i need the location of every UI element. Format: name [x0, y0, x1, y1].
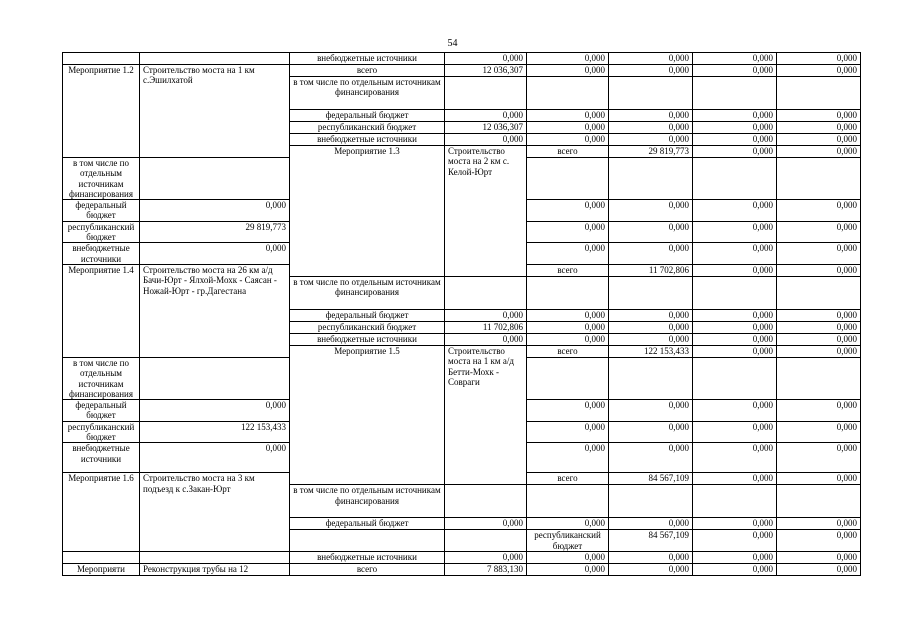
- value-cell: 0,000: [777, 563, 861, 575]
- source-cell: федеральный бюджет: [290, 309, 445, 321]
- source-cell: республиканский бюджет: [63, 221, 140, 243]
- value-cell: 0,000: [445, 309, 527, 321]
- value-cell: 0,000: [527, 443, 609, 473]
- value-cell: 0,000: [693, 563, 777, 575]
- value-cell: [445, 485, 527, 518]
- event-cell: Мероприятие 1.6: [63, 473, 140, 552]
- value-cell: 0,000: [609, 309, 693, 321]
- source-cell: внебюджетные источники: [63, 243, 140, 265]
- value-cell: 0,000: [777, 65, 861, 77]
- value-cell: 0,000: [693, 243, 777, 265]
- value-cell: 0,000: [609, 421, 693, 443]
- event-cell: [63, 53, 140, 65]
- value-cell: 0,000: [693, 473, 777, 485]
- value-cell: 0,000: [777, 333, 861, 345]
- value-cell: 0,000: [445, 134, 527, 146]
- value-cell: 0,000: [777, 473, 861, 485]
- value-cell: 0,000: [527, 53, 609, 65]
- source-cell: федеральный бюджет: [290, 110, 445, 122]
- value-cell: 0,000: [609, 443, 693, 473]
- source-cell: всего: [290, 65, 445, 77]
- value-cell: [527, 158, 609, 200]
- value-cell: [609, 357, 693, 399]
- value-cell: 0,000: [777, 345, 861, 357]
- value-cell: [445, 276, 527, 309]
- value-cell: [693, 485, 777, 518]
- value-cell: 0,000: [445, 333, 527, 345]
- value-cell: [140, 158, 290, 200]
- page-number: 54: [447, 38, 458, 49]
- source-cell: федеральный бюджет: [63, 200, 140, 222]
- value-cell: 0,000: [777, 551, 861, 563]
- value-cell: [527, 77, 609, 110]
- value-cell: 0,000: [527, 518, 609, 530]
- event-cell: Мероприятие 1.5: [290, 345, 445, 484]
- value-cell: 0,000: [777, 110, 861, 122]
- source-cell: в том числе по отдельным источникам финансирования: [290, 485, 445, 518]
- value-cell: 0,000: [693, 345, 777, 357]
- value-cell: 0,000: [777, 122, 861, 134]
- value-cell: 0,000: [693, 200, 777, 222]
- value-cell: [693, 357, 777, 399]
- event-cell: Мероприяти: [63, 563, 140, 575]
- value-cell: [527, 357, 609, 399]
- value-cell: [140, 357, 290, 399]
- value-cell: 0,000: [777, 221, 861, 243]
- event-cell: Мероприятие 1.3: [290, 146, 445, 277]
- description-cell: Строительство моста на 3 км подъезд к с.Закан-Юрт: [140, 473, 290, 552]
- source-cell: всего: [527, 146, 609, 158]
- value-cell: 0,000: [693, 309, 777, 321]
- value-cell: 0,000: [527, 221, 609, 243]
- value-cell: [777, 485, 861, 518]
- source-cell: республиканский бюджет: [290, 122, 445, 134]
- value-cell: [693, 77, 777, 110]
- value-cell: 11 702,806: [609, 264, 693, 276]
- value-cell: 0,000: [777, 200, 861, 222]
- value-cell: 0,000: [777, 309, 861, 321]
- table-row: [63, 563, 861, 575]
- value-cell: 0,000: [777, 134, 861, 146]
- table-row: [63, 53, 861, 65]
- value-cell: 0,000: [693, 400, 777, 422]
- source-cell: федеральный бюджет: [290, 518, 445, 530]
- value-cell: [777, 276, 861, 309]
- value-cell: 0,000: [527, 110, 609, 122]
- value-cell: 0,000: [527, 200, 609, 222]
- source-cell: всего: [290, 563, 445, 575]
- value-cell: 0,000: [777, 530, 861, 552]
- value-cell: [609, 276, 693, 309]
- value-cell: 0,000: [777, 443, 861, 473]
- description-cell: Строительство моста на 1 км с.Эшилхатой: [140, 65, 290, 158]
- value-cell: 29 819,773: [609, 146, 693, 158]
- value-cell: 0,000: [777, 400, 861, 422]
- value-cell: 0,000: [693, 518, 777, 530]
- value-cell: 0,000: [777, 264, 861, 276]
- value-cell: 0,000: [693, 53, 777, 65]
- value-cell: 0,000: [693, 551, 777, 563]
- value-cell: 0,000: [527, 134, 609, 146]
- value-cell: 0,000: [527, 551, 609, 563]
- value-cell: 0,000: [693, 65, 777, 77]
- value-cell: 0,000: [777, 321, 861, 333]
- value-cell: 0,000: [693, 333, 777, 345]
- description-cell: Строительство моста на 1 км а/д Бетти-Мохк - Совраги: [445, 345, 527, 484]
- value-cell: [609, 485, 693, 518]
- value-cell: 0,000: [609, 221, 693, 243]
- value-cell: 0,000: [445, 53, 527, 65]
- value-cell: 0,000: [140, 243, 290, 265]
- source-cell: внебюджетные источники: [290, 53, 445, 65]
- value-cell: 0,000: [693, 110, 777, 122]
- value-cell: 0,000: [609, 110, 693, 122]
- value-cell: [777, 357, 861, 399]
- description-cell: [140, 53, 290, 65]
- description-cell: Строительство моста на 26 км а/д Бачи-Юрт - Ялхой-Мохк - Саясан - Ножай-Юрт - гр.Дагестана: [140, 264, 290, 357]
- value-cell: 0,000: [609, 321, 693, 333]
- value-cell: 0,000: [609, 551, 693, 563]
- value-cell: [445, 77, 527, 110]
- table-row: [63, 65, 861, 77]
- source-cell: в том числе по отдельным источникам финансирования: [63, 158, 140, 200]
- value-cell: 0,000: [527, 309, 609, 321]
- value-cell: 0,000: [527, 421, 609, 443]
- value-cell: 122 153,433: [609, 345, 693, 357]
- description-cell: [445, 530, 527, 552]
- description-cell: Строительство моста на 2 км с. Келой-Юрт: [445, 146, 527, 277]
- value-cell: 0,000: [527, 563, 609, 575]
- value-cell: 0,000: [777, 421, 861, 443]
- source-cell: республиканский бюджет: [63, 421, 140, 443]
- value-cell: 0,000: [609, 400, 693, 422]
- value-cell: 0,000: [527, 321, 609, 333]
- value-cell: [777, 77, 861, 110]
- source-cell: всего: [527, 473, 609, 485]
- source-cell: республиканский бюджет: [527, 530, 609, 552]
- value-cell: [527, 276, 609, 309]
- value-cell: 12 036,307: [445, 65, 527, 77]
- table-row: [63, 551, 861, 563]
- value-cell: 29 819,773: [140, 221, 290, 243]
- value-cell: 0,000: [140, 443, 290, 473]
- value-cell: 0,000: [693, 122, 777, 134]
- source-cell: в том числе по отдельным источникам финансирования: [63, 357, 140, 399]
- value-cell: 0,000: [527, 243, 609, 265]
- value-cell: 0,000: [693, 146, 777, 158]
- value-cell: 12 036,307: [445, 122, 527, 134]
- event-cell: [63, 551, 140, 563]
- value-cell: 0,000: [777, 146, 861, 158]
- value-cell: [609, 158, 693, 200]
- value-cell: 0,000: [693, 221, 777, 243]
- value-cell: 0,000: [445, 110, 527, 122]
- value-cell: 0,000: [693, 321, 777, 333]
- source-cell: всего: [527, 345, 609, 357]
- value-cell: 0,000: [777, 53, 861, 65]
- description-cell: Реконструкция трубы на 12: [140, 563, 290, 575]
- value-cell: 0,000: [609, 122, 693, 134]
- source-cell: внебюджетные источники: [290, 134, 445, 146]
- value-cell: [693, 276, 777, 309]
- value-cell: 0,000: [609, 134, 693, 146]
- value-cell: 0,000: [527, 65, 609, 77]
- value-cell: 0,000: [609, 518, 693, 530]
- source-cell: республиканский бюджет: [290, 321, 445, 333]
- value-cell: [693, 158, 777, 200]
- financing-table-body: [63, 53, 861, 576]
- value-cell: 0,000: [140, 400, 290, 422]
- value-cell: 122 153,433: [140, 421, 290, 443]
- value-cell: 84 567,109: [609, 473, 693, 485]
- value-cell: 0,000: [609, 333, 693, 345]
- source-cell: в том числе по отдельным источникам финансирования: [290, 77, 445, 110]
- event-cell: Мероприятие 1.2: [63, 65, 140, 158]
- source-cell: в том числе по отдельным источникам финансирования: [290, 276, 445, 309]
- value-cell: 0,000: [609, 53, 693, 65]
- value-cell: 0,000: [777, 518, 861, 530]
- value-cell: 0,000: [693, 421, 777, 443]
- value-cell: 84 567,109: [609, 530, 693, 552]
- value-cell: [527, 485, 609, 518]
- value-cell: 0,000: [609, 65, 693, 77]
- source-cell: внебюджетные источники: [290, 333, 445, 345]
- value-cell: 0,000: [527, 333, 609, 345]
- value-cell: [609, 77, 693, 110]
- source-cell: всего: [527, 264, 609, 276]
- event-cell: [290, 530, 445, 552]
- source-cell: федеральный бюджет: [63, 400, 140, 422]
- value-cell: 0,000: [693, 443, 777, 473]
- value-cell: 11 702,806: [445, 321, 527, 333]
- financing-table: [62, 52, 861, 576]
- value-cell: 0,000: [693, 134, 777, 146]
- value-cell: 0,000: [140, 200, 290, 222]
- value-cell: 0,000: [609, 200, 693, 222]
- value-cell: 0,000: [609, 243, 693, 265]
- value-cell: 0,000: [445, 518, 527, 530]
- value-cell: 0,000: [445, 551, 527, 563]
- value-cell: 0,000: [693, 530, 777, 552]
- value-cell: 0,000: [609, 563, 693, 575]
- value-cell: 0,000: [693, 264, 777, 276]
- source-cell: внебюджетные источники: [63, 443, 140, 473]
- value-cell: [777, 158, 861, 200]
- source-cell: внебюджетные источники: [290, 551, 445, 563]
- description-cell: [140, 551, 290, 563]
- value-cell: 0,000: [527, 122, 609, 134]
- value-cell: 0,000: [777, 243, 861, 265]
- value-cell: 0,000: [527, 400, 609, 422]
- value-cell: 7 883,130: [445, 563, 527, 575]
- event-cell: Мероприятие 1.4: [63, 264, 140, 357]
